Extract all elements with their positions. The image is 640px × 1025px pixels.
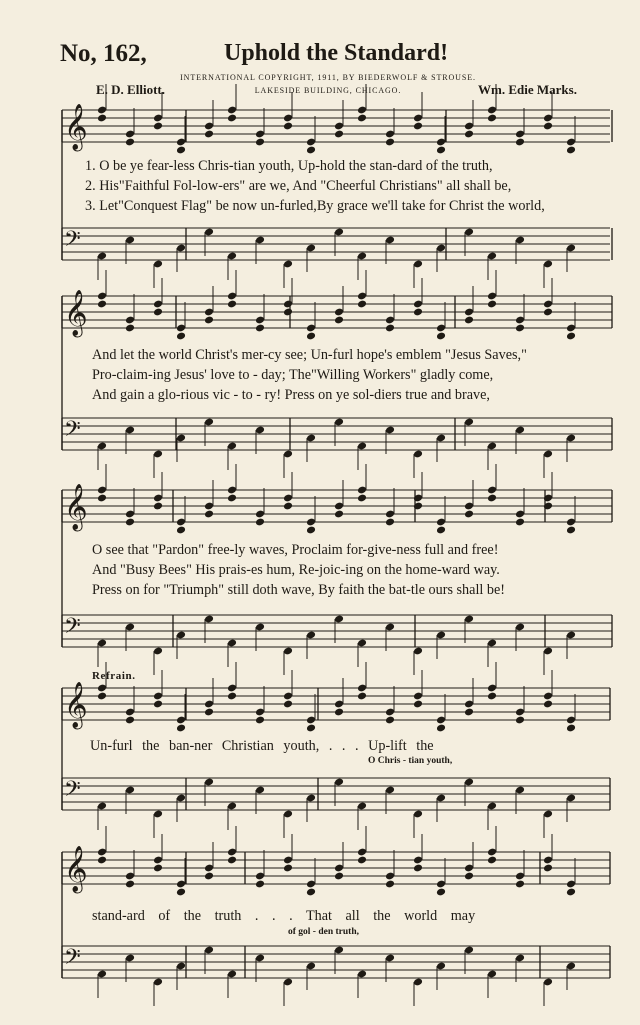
lyric-line: 2. His"Faithful Fol-low-ers" are we, And "Cheerful Christians" all shall be,: [85, 178, 512, 194]
note-head: [436, 332, 446, 341]
note-head: [255, 880, 265, 889]
lyric-line: O see that "Pardon" free-ly waves, Proclaim for-give-ness full and free!: [92, 542, 499, 558]
note-head: [125, 880, 135, 889]
note-head: [464, 708, 474, 717]
bass-clef: 𝄢: [64, 417, 81, 447]
note-head: [283, 308, 293, 317]
note-head: [566, 146, 576, 155]
note-head: [566, 724, 576, 733]
note-head: [334, 708, 344, 717]
bass-clef: 𝄢: [64, 945, 81, 975]
note-head: [227, 494, 237, 503]
hymn-title: Uphold the Standard!: [224, 40, 449, 66]
note-head: [543, 864, 553, 873]
note-head: [306, 332, 316, 341]
note-head: [153, 864, 163, 873]
hymn-number: No, 162,: [60, 40, 147, 67]
note-head: [385, 138, 395, 147]
note-head: [204, 316, 214, 325]
echo-lyric: O Chris - tian youth,: [368, 756, 453, 766]
note-head: [515, 880, 525, 889]
note-head: [97, 856, 107, 865]
note-head: [204, 510, 214, 519]
treble-clef: 𝄞: [64, 846, 88, 892]
note-head: [543, 308, 553, 317]
note-head: [227, 856, 237, 865]
note-head: [487, 856, 497, 865]
copyright-address: LAKESIDE BUILDING, CHICAGO.: [254, 86, 402, 95]
note-head: [566, 888, 576, 897]
note-head: [153, 502, 163, 511]
note-head: [566, 526, 576, 535]
note-head: [385, 518, 395, 527]
note-head: [413, 308, 423, 317]
note-head: [204, 708, 214, 717]
note-head: [283, 122, 293, 131]
note-head: [227, 114, 237, 123]
note-head: [357, 494, 367, 503]
bass-clef: 𝄢: [64, 777, 81, 807]
note-head: [125, 324, 135, 333]
note-head: [464, 872, 474, 881]
lyric-line: Pro-claim-ing Jesus' love to - day; The"Willing Workers" gladly come,: [92, 367, 494, 383]
note-head: [97, 300, 107, 309]
note-head: [97, 114, 107, 123]
note-head: [153, 700, 163, 709]
note-head: [464, 510, 474, 519]
treble-clef: 𝄞: [64, 682, 88, 728]
treble-clef: 𝄞: [64, 290, 88, 336]
note-head: [357, 300, 367, 309]
note-head: [176, 888, 186, 897]
note-head: [306, 888, 316, 897]
note-head: [204, 130, 214, 139]
note-head: [566, 332, 576, 341]
bass-clef: 𝄢: [64, 614, 81, 644]
note-head: [255, 324, 265, 333]
note-head: [153, 308, 163, 317]
note-head: [413, 122, 423, 131]
lyric-line: And let the world Christ's mer-cy see; Un-furl hope's emblem "Jesus Saves,": [92, 347, 527, 363]
note-head: [176, 724, 186, 733]
note-head: [464, 316, 474, 325]
note-head: [413, 700, 423, 709]
copyright-line: INTERNATIONAL COPYRIGHT, 1911, BY BIEDERWOLF & STROUSE.: [180, 73, 476, 82]
note-head: [436, 146, 446, 155]
note-head: [436, 526, 446, 535]
note-head: [176, 332, 186, 341]
note-head: [255, 138, 265, 147]
lyric-line: stand-ard of the truth . . . That all the world may: [92, 908, 476, 924]
note-head: [125, 716, 135, 725]
note-head: [487, 494, 497, 503]
note-head: [357, 114, 367, 123]
note-head: [515, 138, 525, 147]
note-head: [334, 316, 344, 325]
note-head: [306, 526, 316, 535]
note-head: [515, 716, 525, 725]
note-head: [306, 724, 316, 733]
note-head: [543, 700, 553, 709]
note-head: [204, 872, 214, 881]
note-head: [125, 518, 135, 527]
note-head: [283, 502, 293, 511]
bass-clef: 𝄢: [64, 227, 81, 257]
lyricist-credit: E. D. Elliott.: [96, 82, 165, 97]
echo-lyric: of gol - den truth,: [288, 927, 359, 937]
note-head: [153, 122, 163, 131]
note-head: [283, 700, 293, 709]
refrain-label: Refrain.: [92, 670, 136, 682]
note-head: [334, 510, 344, 519]
note-head: [255, 716, 265, 725]
note-head: [334, 872, 344, 881]
note-head: [227, 692, 237, 701]
note-head: [385, 880, 395, 889]
composer-credit: Wm. Edie Marks.: [478, 82, 577, 97]
lyric-line: 3. Let"Conquest Flag" be now un-furled,By grace we'll take for Christ the world,: [85, 198, 545, 214]
note-head: [176, 526, 186, 535]
note-head: [464, 130, 474, 139]
note-head: [487, 114, 497, 123]
note-head: [334, 130, 344, 139]
treble-clef: 𝄞: [64, 484, 88, 530]
note-head: [227, 300, 237, 309]
note-head: [176, 146, 186, 155]
lyric-line: Press on for "Triumph" still doth wave, By faith the bat-tle ours shall be!: [92, 582, 505, 598]
note-head: [97, 692, 107, 701]
note-head: [357, 856, 367, 865]
lyric-line: 1. O be ye fear-less Chris-tian youth, Up-hold the stan-dard of the truth,: [85, 158, 493, 174]
note-head: [283, 864, 293, 873]
note-head: [97, 494, 107, 503]
note-head: [357, 692, 367, 701]
treble-clef: 𝄞: [64, 104, 88, 150]
lyric-line: Un-furl the ban-ner Christian youth, . . . Up-lift the: [90, 738, 434, 754]
note-head: [515, 518, 525, 527]
lyric-line: And "Busy Bees" His prais-es hum, Re-joic-ing on the home-ward way.: [92, 562, 500, 578]
note-head: [436, 888, 446, 897]
note-head: [255, 518, 265, 527]
note-head: [543, 122, 553, 131]
note-head: [385, 324, 395, 333]
note-head: [385, 716, 395, 725]
note-head: [125, 138, 135, 147]
note-head: [487, 692, 497, 701]
note-head: [515, 324, 525, 333]
note-head: [487, 300, 497, 309]
note-head: [413, 864, 423, 873]
note-head: [306, 146, 316, 155]
lyric-line: And gain a glo-rious vic - to - ry! Press on ye sol-diers true and brave,: [92, 387, 490, 403]
note-head: [436, 724, 446, 733]
